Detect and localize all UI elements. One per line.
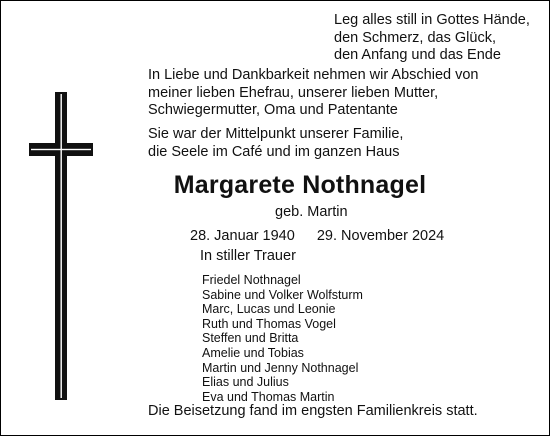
cross-horizontal-highlight [31, 149, 91, 150]
birth-name: geb. Martin [275, 204, 348, 220]
relatives-list [202, 273, 363, 404]
relative-entry: Amelie und Tobias [202, 345, 304, 360]
poem-line: den Schmerz, das Glück, [334, 29, 496, 46]
poem-line: Leg alles still in Gottes Hände, [334, 12, 530, 28]
relative-entry: Friedel Nothnagel [202, 273, 301, 287]
life-dates [190, 227, 444, 245]
cross-vertical-highlight [61, 94, 62, 398]
relative-entry: Eva und Thomas Martin [202, 389, 335, 404]
intro-line: meiner lieben Ehefrau, unserer lieben Mutter, [148, 84, 439, 101]
intro-line: Schwiegermutter, Oma und Patentante [148, 102, 398, 118]
poem-line: den Anfang und das Ende [334, 47, 501, 63]
burial-note: Die Beisetzung fand im engsten Familienkreis statt. [148, 403, 478, 419]
birth-date: 28. Januar 1940 [190, 228, 295, 244]
relative-entry: Steffen und Britta [202, 331, 299, 346]
relative-entry: Martin und Jenny Nothnagel [202, 360, 359, 375]
poem [334, 12, 530, 65]
grief-heading: In stiller Trauer [200, 248, 296, 264]
tribute-line: die Seele im Café und im ganzen Haus [148, 143, 400, 160]
tribute-text [148, 126, 403, 161]
relative-entry: Marc, Lucas und Leonie [202, 302, 336, 317]
tribute-line: Sie war der Mittelpunkt unserer Familie, [148, 126, 404, 142]
intro-line: In Liebe und Dankbarkeit nehmen wir Abschied von [148, 67, 479, 83]
intro-text [148, 67, 478, 120]
relative-entry: Elias und Julius [202, 375, 289, 390]
relative-entry: Ruth und Thomas Vogel [202, 316, 336, 331]
deceased-name: Margarete Nothnagel [173, 171, 427, 199]
death-date: 29. November 2024 [316, 228, 445, 244]
relative-entry: Sabine und Volker Wolfsturm [202, 287, 363, 302]
